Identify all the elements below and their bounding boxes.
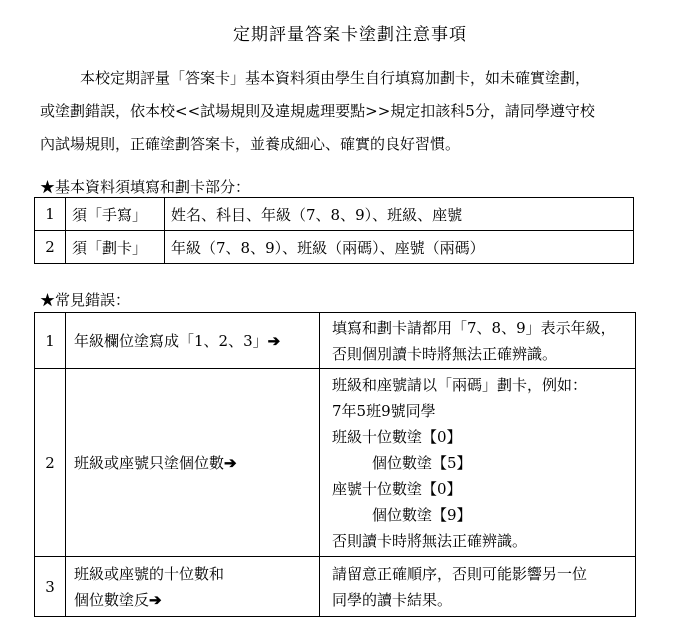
intro-line-2: 或塗劃錯誤，依本校<<試場規則及違規處理要點>>規定扣該科5分，請同學遵守校	[40, 102, 595, 120]
correction-text	[320, 369, 636, 557]
error-description	[66, 557, 320, 617]
table-row	[35, 313, 636, 369]
table-row	[35, 557, 636, 617]
row-number: 1	[35, 198, 66, 231]
error-text: 個位數塗反	[74, 590, 150, 609]
correction-line: 同學的讀卡結果。	[332, 590, 453, 609]
correction-line: 否則個別讀卡時將無法正確辨識。	[332, 344, 558, 363]
table-row	[35, 231, 634, 264]
error-description	[66, 369, 320, 557]
correction-line: 7年5班9號同學	[332, 401, 436, 420]
section1-heading: ★基本資料須填寫和劃卡部分：	[40, 178, 251, 196]
correction-line: 座號十位數塗【0】	[332, 479, 462, 498]
row-number: 2	[35, 231, 66, 264]
correction-text	[320, 313, 636, 369]
arrow-right-icon: ➔	[267, 332, 281, 350]
table-row	[35, 198, 634, 231]
intro-paragraph	[40, 62, 670, 161]
error-description	[66, 313, 320, 369]
row-number: 3	[35, 557, 66, 617]
table-row	[35, 369, 636, 557]
error-text: 班級或座號只塗個位數	[74, 454, 225, 472]
correction-line: 個位數塗【9】	[372, 505, 472, 524]
intro-line-3: 內試場規則，正確塗劃答案卡，並養成細心、確實的良好習慣。	[40, 135, 461, 153]
row-kind: 須「劃卡」	[66, 231, 165, 264]
intro-line-1: 本校定期評量「答案卡」基本資料須由學生自行填寫加劃卡，如未確實塗劃，	[80, 69, 591, 87]
arrow-right-icon: ➔	[149, 590, 162, 609]
row-content: 姓名、科目、年級（7、8、9）、班級、座號	[165, 198, 634, 231]
row-number: 1	[35, 313, 66, 369]
row-number: 2	[35, 369, 66, 557]
correction-line: 個位數塗【5】	[372, 453, 472, 472]
correction-line: 請留意正確順序，否則可能影響另一位	[332, 564, 588, 583]
correction-line: 班級和座號請以「兩碼」劃卡，例如：	[332, 375, 588, 394]
correction-line: 班級十位數塗【0】	[332, 427, 462, 446]
basic-info-table	[34, 197, 634, 264]
arrow-right-icon: ➔	[224, 454, 237, 472]
correction-line: 否則讀卡時將無法正確辨識。	[332, 531, 528, 550]
correction-line: 填寫和劃卡請都用「7、8、9」表示年級，	[332, 318, 616, 337]
common-errors-table	[34, 312, 636, 617]
error-text: 班級或座號的十位數和	[74, 564, 225, 583]
error-line	[74, 587, 319, 613]
page-title: 定期評量答案卡塗劃注意事項	[233, 25, 467, 45]
error-text: 年級欄位塗寫成「1、2、3」	[74, 332, 268, 350]
row-content: 年級（7、8、9）、班級（兩碼）、座號（兩碼）	[165, 231, 634, 264]
correction-text	[320, 557, 636, 617]
section2-heading: ★常見錯誤：	[40, 291, 131, 309]
row-kind: 須「手寫」	[66, 198, 165, 231]
